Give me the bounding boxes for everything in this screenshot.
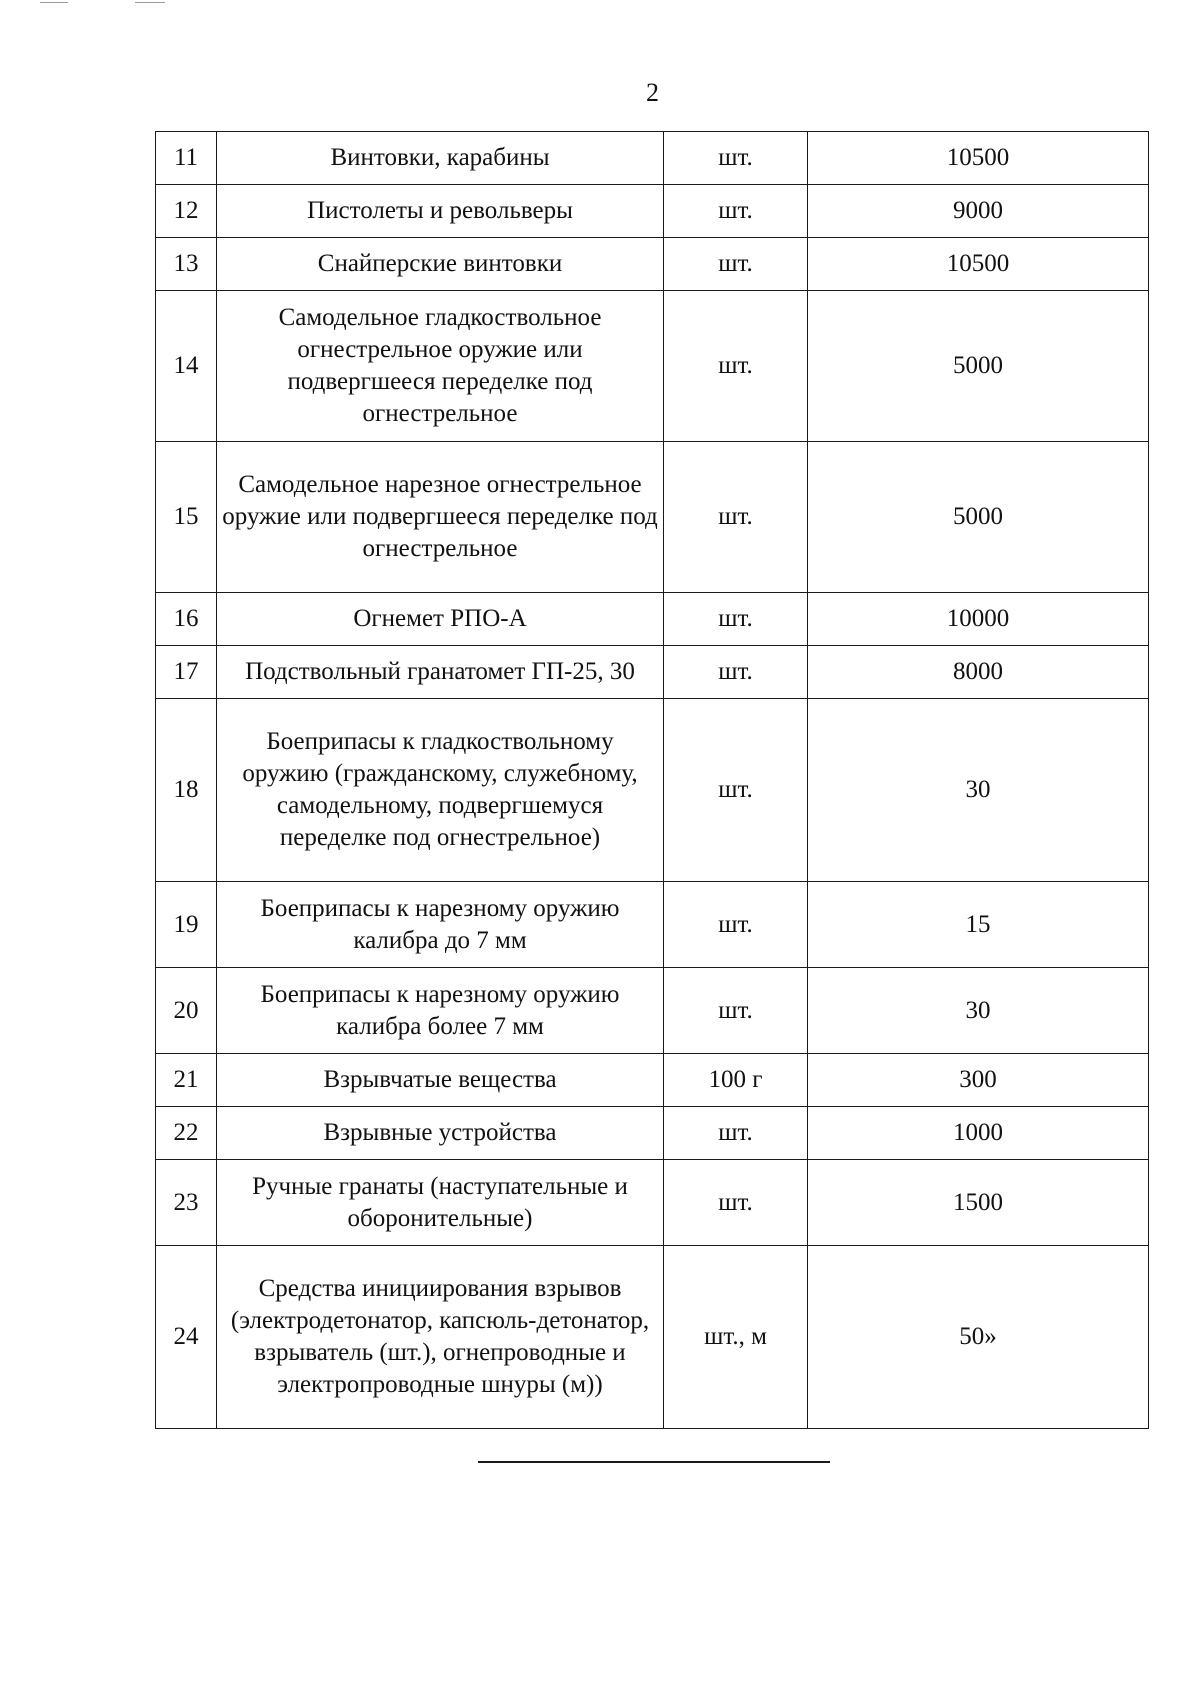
table-row <box>156 442 1149 593</box>
row-number: 12 <box>156 185 217 238</box>
row-number: 11 <box>156 132 217 185</box>
row-number: 21 <box>156 1054 217 1107</box>
item-value: 30 <box>808 699 1149 882</box>
item-unit: шт. <box>664 646 808 699</box>
item-unit: шт. <box>664 1107 808 1160</box>
item-name: Снайперские винтовки <box>217 238 664 291</box>
row-number: 15 <box>156 442 217 593</box>
item-name: Взрывчатые вещества <box>217 1054 664 1107</box>
item-value: 9000 <box>808 185 1149 238</box>
table-row <box>156 593 1149 646</box>
item-unit: шт., м <box>664 1246 808 1429</box>
item-unit: шт. <box>664 238 808 291</box>
row-number: 23 <box>156 1160 217 1246</box>
row-number: 18 <box>156 699 217 882</box>
item-value: 10500 <box>808 238 1149 291</box>
item-value: 5000 <box>808 291 1149 442</box>
table-row <box>156 1246 1149 1429</box>
table-row <box>156 185 1149 238</box>
page-number: 2 <box>646 78 659 107</box>
scan-mark-left <box>40 2 68 3</box>
table-row <box>156 968 1149 1054</box>
item-name: Боеприпасы к гладкоствольному оружию (гражданскому, служебному, самодельному, подвергшемуся переделке под огнестрельное) <box>217 699 664 882</box>
item-value: 15 <box>808 882 1149 968</box>
item-name: Боеприпасы к нарезному оружию калибра более 7 мм <box>217 968 664 1054</box>
item-name: Взрывные устройства <box>217 1107 664 1160</box>
row-number: 14 <box>156 291 217 442</box>
item-unit: шт. <box>664 593 808 646</box>
item-unit: шт. <box>664 291 808 442</box>
table-row <box>156 238 1149 291</box>
row-number: 17 <box>156 646 217 699</box>
table-row <box>156 291 1149 442</box>
table-row <box>156 699 1149 882</box>
item-value: 30 <box>808 968 1149 1054</box>
item-value: 10500 <box>808 132 1149 185</box>
item-name: Подствольный гранатомет ГП-25, 30 <box>217 646 664 699</box>
item-value: 50» <box>808 1246 1149 1429</box>
row-number: 13 <box>156 238 217 291</box>
item-unit: 100 г <box>664 1054 808 1107</box>
item-name: Средства инициирования взрывов (электродетонатор, капсюль-детонатор, взрыватель (шт.), огнепроводные и электропроводные шнуры (м)) <box>217 1246 664 1429</box>
item-name: Боеприпасы к нарезному оружию калибра до 7 мм <box>217 882 664 968</box>
item-name: Винтовки, карабины <box>217 132 664 185</box>
item-name: Самодельное нарезное огнестрельное оружие или подвергшееся переделке под огнестрельное <box>217 442 664 593</box>
item-unit: шт. <box>664 185 808 238</box>
item-value: 1000 <box>808 1107 1149 1160</box>
table-row <box>156 882 1149 968</box>
table-row <box>156 1054 1149 1107</box>
item-value: 300 <box>808 1054 1149 1107</box>
row-number: 16 <box>156 593 217 646</box>
item-unit: шт. <box>664 1160 808 1246</box>
table-row <box>156 646 1149 699</box>
item-name: Пистолеты и револьверы <box>217 185 664 238</box>
table-row <box>156 1107 1149 1160</box>
item-value: 10000 <box>808 593 1149 646</box>
item-value: 1500 <box>808 1160 1149 1246</box>
scan-mark-right <box>135 2 165 3</box>
items-table <box>155 131 1149 1429</box>
item-name: Ручные гранаты (наступательные и оборонительные) <box>217 1160 664 1246</box>
item-name: Самодельное гладкоствольное огнестрельное оружие или подвергшееся переделке под огнестрельное <box>217 291 664 442</box>
item-unit: шт. <box>664 968 808 1054</box>
item-unit: шт. <box>664 132 808 185</box>
table-row <box>156 132 1149 185</box>
row-number: 22 <box>156 1107 217 1160</box>
table-row <box>156 1160 1149 1246</box>
row-number: 24 <box>156 1246 217 1429</box>
item-unit: шт. <box>664 882 808 968</box>
row-number: 19 <box>156 882 217 968</box>
row-number: 20 <box>156 968 217 1054</box>
item-unit: шт. <box>664 442 808 593</box>
footer-divider <box>478 1461 830 1463</box>
item-value: 5000 <box>808 442 1149 593</box>
item-name: Огнемет РПО-А <box>217 593 664 646</box>
item-value: 8000 <box>808 646 1149 699</box>
item-unit: шт. <box>664 699 808 882</box>
